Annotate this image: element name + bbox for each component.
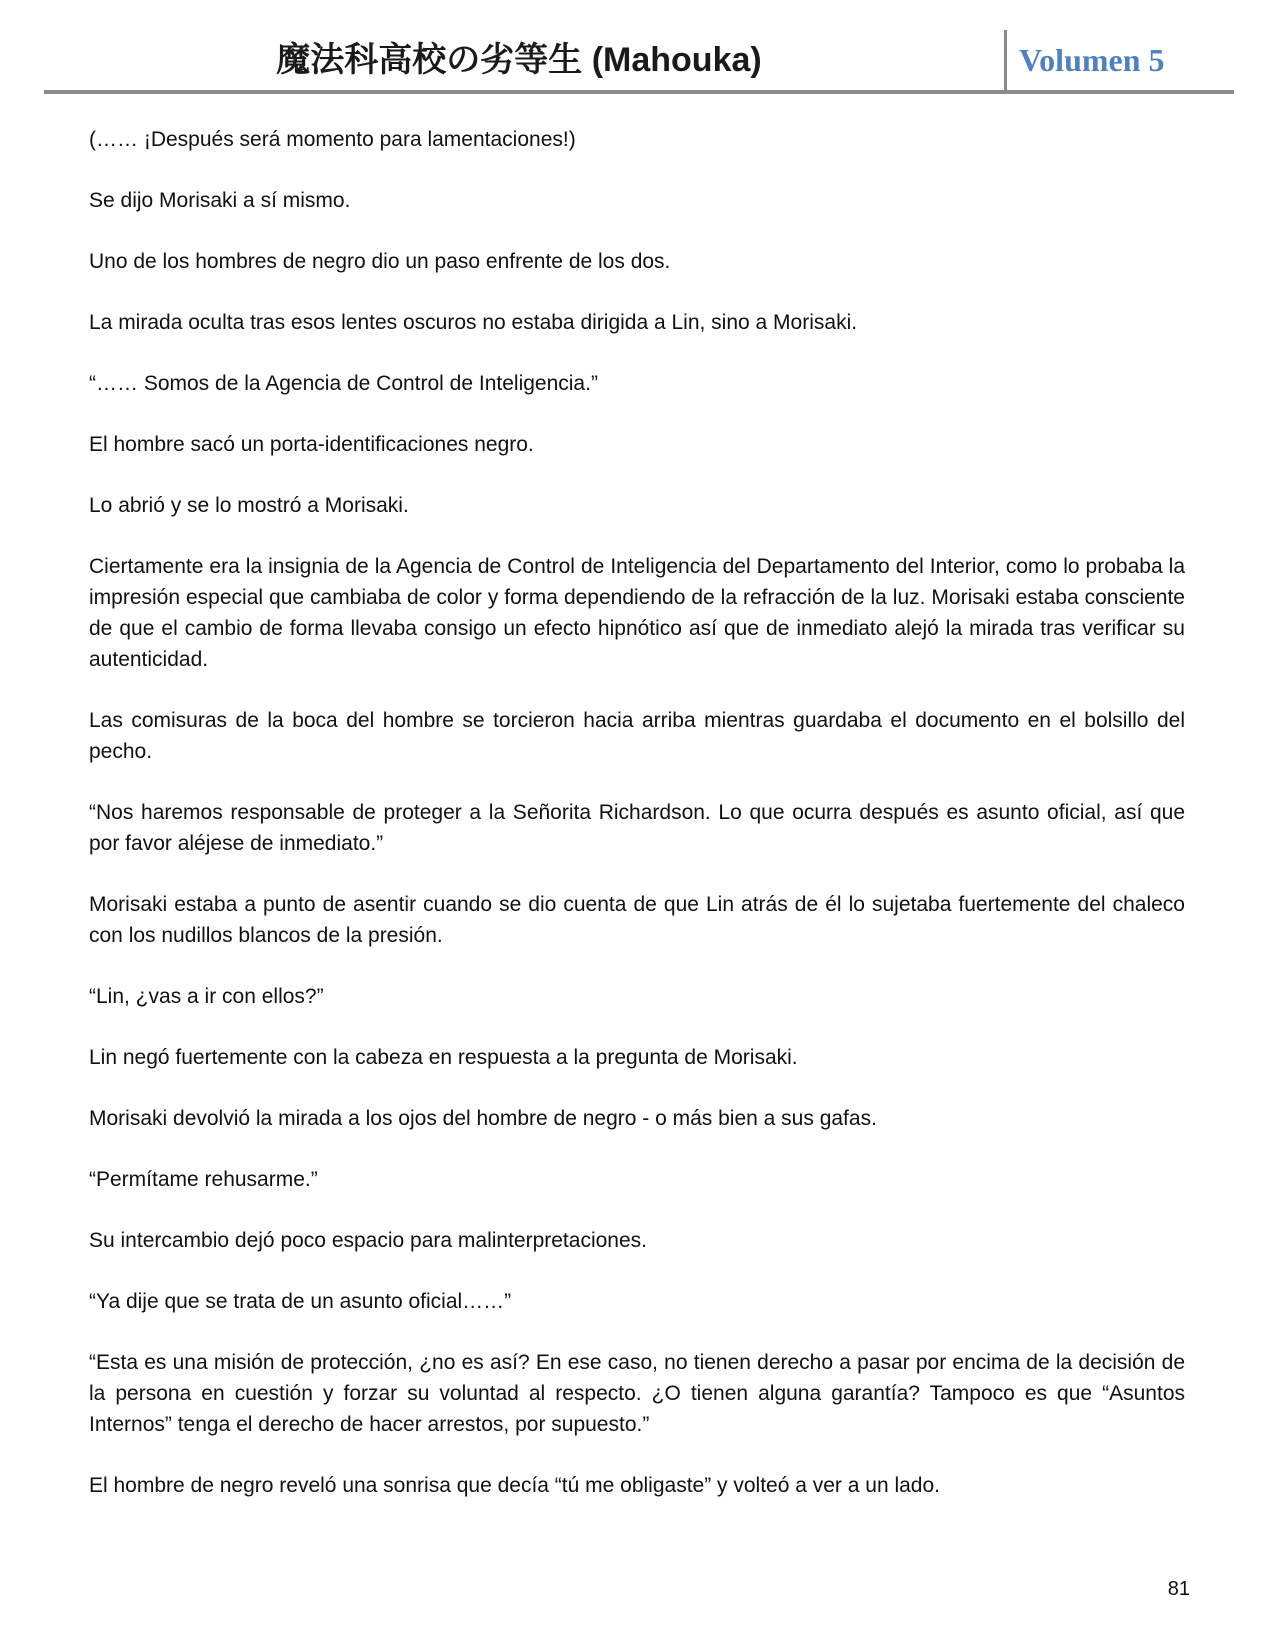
header-divider [1004,30,1007,92]
paragraph: Su intercambio dejó poco espacio para malinterpretaciones. [89,1229,647,1252]
paragraph: “Esta es una misión de protección, ¿no es así? En ese caso, no tienen derecho a pasar por encima de la decisión de la persona en cuestión y forzar su voluntad al respecto. ¿O tienen alguna garantía? Tampoco es que “Asuntos Internos” tenga el derecho de hacer arrestos, por supuesto.” [89,1351,1185,1436]
page-number: 81 [1167,1578,1190,1600]
paragraph: Uno de los hombres de negro dio un paso enfrente de los dos. [89,250,671,273]
paragraph: “Nos haremos responsable de proteger a la Señorita Richardson. Lo que ocurra después es asunto oficial, así que por favor aléjese de inmediato.” [89,801,1185,855]
paragraph: Lo abrió y se lo mostró a Morisaki. [89,494,409,517]
paragraph: “…… Somos de la Agencia de Control de Inteligencia.” [89,372,598,395]
paragraph: Las comisuras de la boca del hombre se torcieron hacia arriba mientras guardaba el documento en el bolsillo del pecho. [89,709,1185,763]
paragraph: Ciertamente era la insignia de la Agencia de Control de Inteligencia del Departamento del Interior, como lo probaba la impresión especial que cambiaba de color y forma dependiendo de la refracción de la luz. Morisaki estaba consciente de que el cambio de forma llevaba consigo un efecto hipnótico así que de inmediato alejó la mirada tras verificar su autenticidad. [89,555,1185,671]
paragraph: Se dijo Morisaki a sí mismo. [89,189,351,212]
page-body [89,124,1185,1531]
paragraph: (…… ¡Después será momento para lamentaciones!) [89,128,576,151]
paragraph: Lin negó fuertemente con la cabeza en respuesta a la pregunta de Morisaki. [89,1046,798,1069]
paragraph: “Lin, ¿vas a ir con ellos?” [89,985,324,1008]
paragraph: “Permítame rehusarme.” [89,1168,318,1191]
paragraph: Morisaki devolvió la mirada a los ojos del hombre de negro - o más bien a sus gafas. [89,1107,877,1130]
header-rule [44,90,1234,94]
volume-label: Volumen 5 [1019,42,1165,78]
paragraph: Morisaki estaba a punto de asentir cuando se dio cuenta de que Lin atrás de él lo sujetaba fuertemente del chaleco con los nudillos blancos de la presión. [89,893,1185,947]
book-title: 魔法科高校の劣等生 (Mahouka) [276,41,762,79]
paragraph: “Ya dije que se trata de un asunto oficial……” [89,1290,512,1313]
paragraph: La mirada oculta tras esos lentes oscuros no estaba dirigida a Lin, sino a Morisaki. [89,311,858,334]
paragraph: El hombre de negro reveló una sonrisa que decía “tú me obligaste” y volteó a ver a un lado. [89,1474,941,1497]
page-header [44,28,1234,92]
paragraph: El hombre sacó un porta-identificaciones negro. [89,433,534,456]
